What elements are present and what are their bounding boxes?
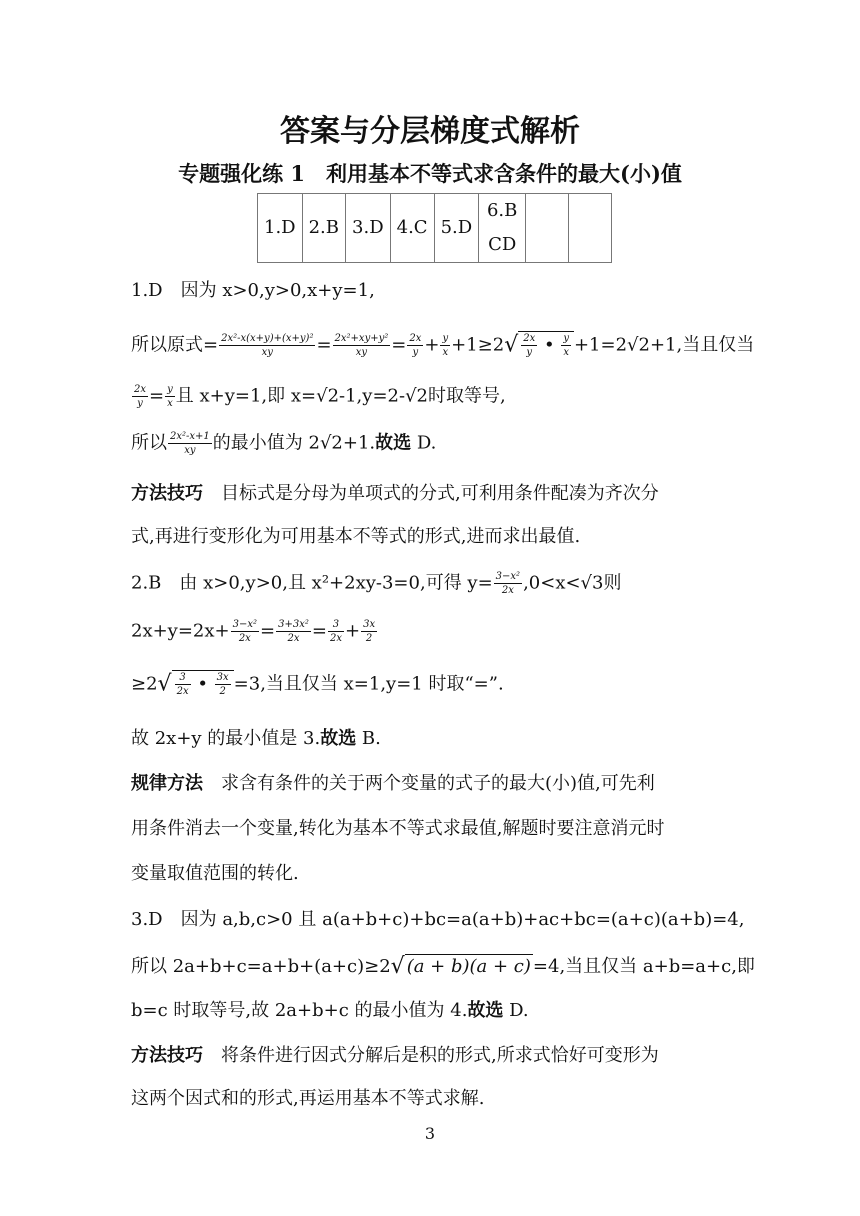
q1-text: 且 x+y=1,即 x=√2-1,y=2-√2时取等号, [175, 385, 506, 407]
fraction: $\frac{\text{3−x²}}{2x}$ [232, 619, 258, 644]
fraction: $\frac{\text{2x²-x(x+y)+(x+y)²}}{xy}$ [221, 333, 314, 358]
tip3-line-1 [131, 1044, 659, 1068]
tip-label: 规律方法 [131, 773, 203, 794]
tip2-line-1 [131, 772, 655, 796]
answer-cell-2: 2.B [302, 194, 345, 263]
fraction: $\frac{2x}{y}$ [134, 384, 147, 409]
page-title: 答案与分层梯度式解析 [280, 114, 580, 149]
fraction: $\frac{\text{2x²+xy+y²}}{xy}$ [334, 333, 389, 358]
q1-text: 所以原式= [131, 334, 219, 356]
page-number: 3 [424, 1124, 436, 1143]
fraction: $\frac{y}{x}$ [563, 333, 569, 358]
tip2-line-3: 变量取值范围的转化. [131, 863, 299, 884]
fraction: $\frac{2x}{y}$ [409, 333, 422, 358]
fraction: $\frac{3}{2x}$ [329, 619, 342, 644]
sqrt-sign-icon: √ [390, 954, 405, 979]
q3-text: b=c 时取等号,故 2a+b+c 的最小值为 4. [131, 1000, 468, 1021]
q2-line-2: 2x+y=2x+ $\frac{\text{3−x²}}{2x}$ = $\frac{\text{3+3x²}}{2x}$ = $\frac{3}{2x}$ + $\frac{3x}{2}$ [131, 619, 376, 644]
q1-line-2: 所以原式= $\frac{\text{2x²-x(x+y)+(x+y)²}}{xy}$ = $\frac{\text{2x²+xy+y²}}{xy}$ = $\frac{2x}{y}$ + $\frac{y}{x}$ +1≥2√ $\frac{2x}{y}$ • $\frac{y}{x}$ +1=2√2+1,当且仅当 [131, 332, 755, 358]
answer-cell-8 [569, 194, 612, 263]
tip2-line-2: 用条件消去一个变量,转化为基本不等式求最值,解题时要注意消元时 [131, 818, 665, 839]
tip3-line-2: 这两个因式和的形式,再运用基本不等式求解. [131, 1088, 485, 1109]
fraction: $\frac{y}{x}$ [167, 384, 173, 409]
tip1-line-1 [131, 482, 659, 506]
fraction: $\frac{3}{2x}$ [176, 672, 189, 697]
fraction: $\frac{3x}{2}$ [216, 672, 229, 697]
tip-label: 方法技巧 [131, 1045, 203, 1066]
q3-text: =4,当且仅当 a+b=a+c,即 [532, 956, 755, 977]
sqrt-sign-icon: √ [504, 332, 519, 358]
q3-answer: D. [503, 1000, 529, 1021]
answer-cell-5: 5.D [434, 194, 479, 263]
q3-text: 所以 2a+b+c=a+b+(a+c)≥2 [131, 956, 391, 977]
q1-answer: D. [411, 432, 437, 454]
sqrt-body: $\frac{2x}{y}$ • $\frac{y}{x}$ [518, 331, 574, 359]
q1-line-4 [131, 430, 436, 457]
tip-text: 目标式是分母为单项式的分式,可利用条件配凑为齐次分 [203, 483, 659, 504]
choose-label: 故选 [320, 728, 357, 749]
sqrt-body: (a + b)(a + c) [406, 956, 531, 977]
tip-text: 将条件进行因式分解后是积的形式,所求式恰好可变形为 [203, 1045, 659, 1066]
q2-text: 2.B 由 x>0,y>0,且 x²+2xy-3=0,可得 y= [131, 572, 493, 594]
sqrt-sign-icon: √ [157, 671, 172, 697]
tip1-line-2: 式,再进行变形化为可用基本不等式的形式,进而求出最值. [131, 526, 581, 547]
fraction: $\frac{\text{2x²-x+1}}{xy}$ [170, 431, 210, 456]
q2-text: 2x+y=2x+ [131, 620, 230, 642]
q2-text: 故 2x+y 的最小值是 3. [131, 728, 321, 749]
q1-text: 的最小值为 2√2+1. [212, 432, 376, 454]
answer-cell-1: 1.D [258, 194, 303, 263]
answer-cell-3: 3.D [346, 194, 391, 263]
q3-line-1: 3.D 因为 a,b,c>0 且 a(a+b+c)+bc=a(a+b)+ac+bc=(a+c)(a+b)=4, [131, 909, 745, 930]
tip-text: 求含有条件的关于两个变量的式子的最大(小)值,可先利 [203, 773, 655, 794]
fraction: $\frac{\text{3+3x²}}{2x}$ [278, 619, 309, 644]
q2-text: ≥2 [131, 673, 158, 695]
fraction: $\frac{y}{x}$ [442, 333, 449, 358]
q2-line-1 [131, 570, 621, 597]
q2-text: ,0<x<√3则 [523, 572, 622, 594]
q3-line-2 [131, 954, 755, 979]
q3-line-3 [131, 999, 529, 1023]
q1-text: 所以 [131, 432, 167, 454]
q2-line-3 [131, 670, 504, 698]
q2-line-4 [131, 727, 381, 751]
fraction: $\frac{\text{3−x²}}{2x}$ [495, 571, 521, 596]
choose-label: 故选 [375, 432, 412, 454]
choose-label: 故选 [467, 1000, 504, 1021]
q1-line-3: $\frac{2x}{y}$ = $\frac{y}{x}$ 且 x+y=1,即 x=√2-1,y=2-√2时取等号, [134, 384, 506, 409]
section-subtitle: 专题强化练 1 利用基本不等式求含条件的最大(小)值 [178, 161, 682, 186]
answer-cell-4: 4.C [390, 194, 434, 263]
q1-text: +1=2√2+1,当且仅当 [573, 334, 755, 356]
answer-cell-6: 6.B CD [479, 194, 526, 263]
fraction: $\frac{3x}{2}$ [363, 619, 376, 644]
q1-text: +1≥2 [451, 334, 505, 356]
q2-answer: B. [356, 728, 381, 749]
q1-line-1: 1.D 因为 x>0,y>0,x+y=1, [131, 280, 375, 301]
fraction: $\frac{2x}{y}$ [523, 333, 536, 358]
answer-table [257, 193, 612, 263]
q2-text: =3,当且仅当 x=1,y=1 时取“=”. [233, 673, 504, 695]
answer-cell-7 [526, 194, 569, 263]
table-row [258, 194, 612, 263]
sqrt-body: $\frac{3}{2x}$ • $\frac{3x}{2}$ [172, 670, 234, 698]
tip-label: 方法技巧 [131, 483, 203, 504]
